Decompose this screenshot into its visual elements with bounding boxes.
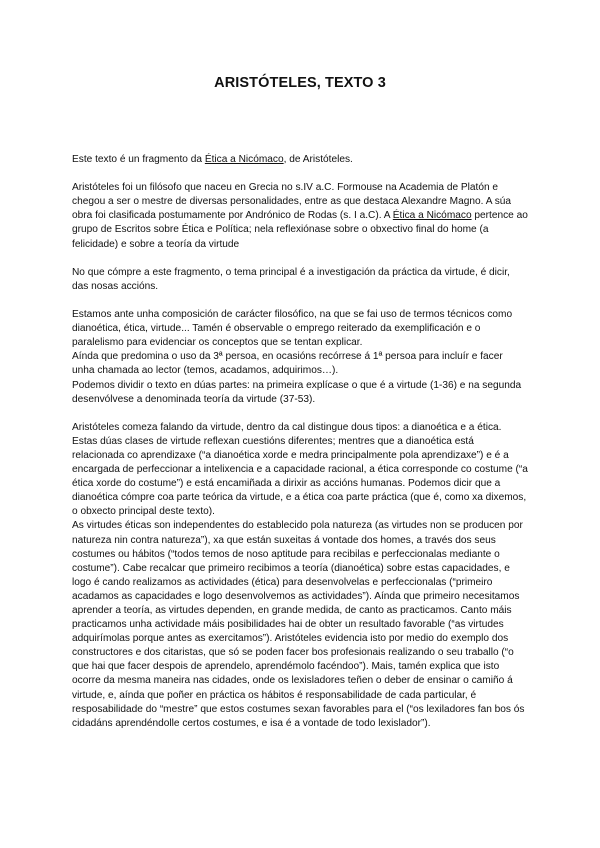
paragraph-theme: No que cómpre a este fragmento, o tema principal é a investigación da práctica da virtude, é dicir, das nosas accións. bbox=[72, 266, 510, 292]
document-page bbox=[72, 74, 528, 745]
paragraph-person: Aínda que predomina o uso da 3ª persoa, en ocasións recórrese á 1ª persoa para incluír e facer unha chamada ao lector (temos, acadamos, adquirimos…). bbox=[72, 351, 503, 377]
paragraph-virtue-types: Aristóteles comeza falando da virtude, dentro da cal distingue dous tipos: a dianoética e a ética. Estas dúas clases de virtude reflexan cuestións diferentes; mentres que a dianoética está relacionada co aprendizaxe (“a dianoética xorde e medra principalmente pola aprendizaxe”) e é a encargada de perfeccionar a intelixencia e a capacidade racional, a ética corresponde co costume (“a ética xorde do costume”) e está encamiñada a dirixir as accións humanas. Podemos dicir que a dianoética cómpre coa parte teórica da virtude, e a ética coa parte práctica (que é, como xa dixemos, o obxecto principal deste texto). bbox=[72, 421, 528, 518]
paragraph-structure: Podemos dividir o texto en dúas partes: na primeira explícase o que é a virtude (1-36) e na segunda desenvólvese a denominada teoría da virtude (37-53). bbox=[72, 379, 522, 405]
document-title: ARISTÓTELES, TEXTO 3 bbox=[214, 75, 386, 91]
paragraph-style: Estamos ante unha composición de carácter filosófico, na que se fai uso de termos técnicos como dianoética, ética, virtude... Tamén é observable o emprego reiterado da exemplificación e o paralelismo para evidenciar os conceptos que se tentan explicar. bbox=[72, 309, 513, 349]
paragraph-intro bbox=[72, 153, 528, 167]
work-title-reference: Ética a Nicómaco bbox=[392, 210, 472, 222]
intro-text-end: , de Aristóteles. bbox=[283, 154, 353, 165]
document-body bbox=[72, 153, 528, 731]
author-text-end: pertence ao grupo de Escritos sobre Ética e Política; nela reflexiónase sobre o obxectivo final do home (a felicidade) e sobre a teoría da virtude bbox=[72, 210, 528, 250]
paragraph-ethical-virtues: As virtudes éticas son independentes do establecido pola natureza (as virtudes non se producen por natureza nin contra natureza”), xa que están suxeitas á vontade dos homes, a través dos seus costumes ou hábitos (“todos temos de noso aptitude para recibilas e perfeccionalas mediante o costume”). Cabe recalcar que primeiro recibimos a teoría (dianoética) sobre estas capacidades, e logo é cando realizamos as actividades (ética) para desenvolvelas e perfeccionalas (“primeiro acadamos as capacidades e logo desenvolvemos as actividades”). Aínda que primeiro necesitamos aprender a teoría, as virtudes dependen, en grande medida, de canto as practicamos. Canto máis practicamos unha actividade máis posibilidades hai de obter un resultado favorable (“as virtudes adquirímolas porque antes as exercitamos”). Aristóteles evidencia isto por medio do exemplo dos constructores e dos citaristas, que só se poden facer bos profesionais realizando o seu traballo (“o que hai que facer despois de aprendelo, aprendémolo facéndoo”). Mais, tamén explica que isto ocorre da mesma maneira nas cidades, onde os lexisladores teñen o deber de ensinar o camiño á virtude, e, aínda que poñer en práctica os hábitos é responsabilidade de cada particular, é resposabilidade do “mestre” que estos costumes sexan favorables para el (“os lexiladores fan bos ós cidadáns aprendéndolle certos costumes, e isa é a vontade de todo lexislador”). bbox=[72, 520, 525, 729]
intro-text-start: Este texto é un fragmento da bbox=[72, 154, 205, 165]
author-text-start: Aristóteles foi un filósofo que naceu en Grecia no s.IV a.C. Formouse na Academia de Platón e chegou a ser o mestre de diversas personalidades, entre as que destaca Alexandre Magno. A súa obra foi clasificada postumamente por Andrónico de Rodas (s. I a.C). A bbox=[72, 182, 512, 222]
paragraph-author bbox=[72, 181, 528, 251]
work-title-link: Ética a Nicómaco bbox=[204, 154, 284, 165]
